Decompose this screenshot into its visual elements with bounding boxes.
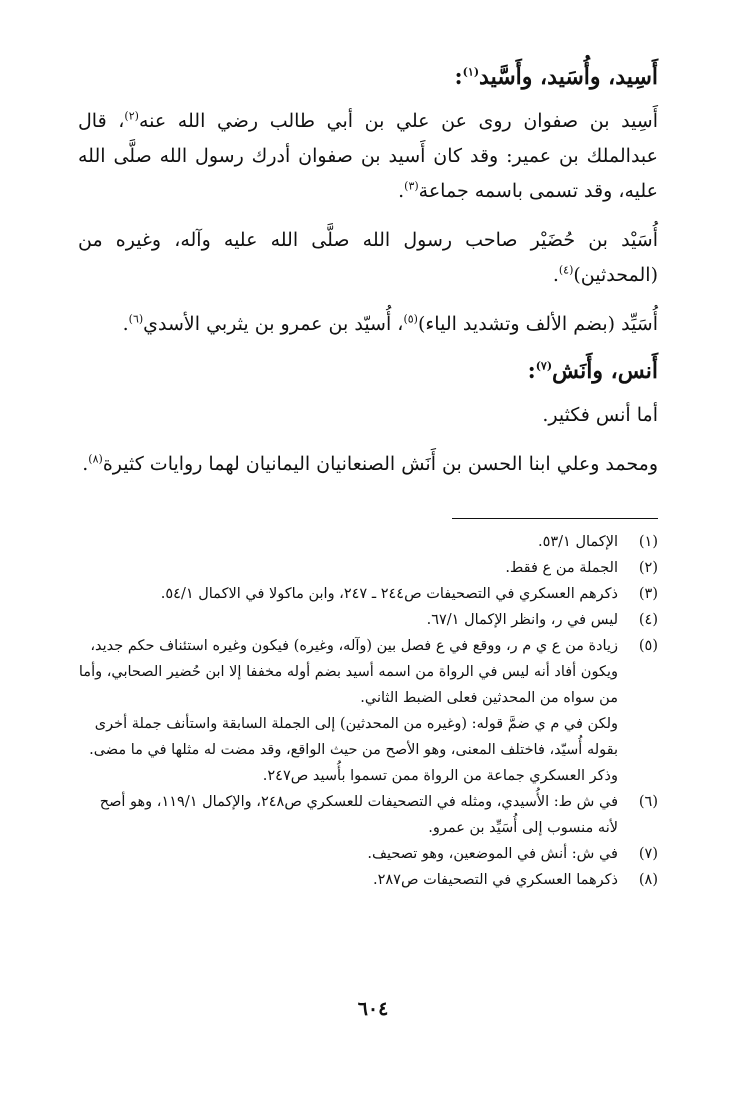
- footnote-ref: (٥): [403, 312, 418, 326]
- footnote-number: (١): [638, 534, 658, 550]
- footnote-text: الجملة من ع فقط.: [505, 560, 618, 576]
- paragraph-text: ، قال عبدالملك بن عمير: وقد كان أَسيد بن صفوان أدرك رسول الله صلَّى الله عليه، وقد تسمى باسمه جماعة: [78, 110, 658, 202]
- heading-text: أَنس، وأَنَش: [552, 358, 658, 384]
- heading-colon: :: [454, 64, 463, 90]
- entry-paragraph: [78, 447, 658, 482]
- heading-text: أَسِيد، وأُسَيد، وأَسَّيد: [479, 64, 658, 90]
- section-anas: [78, 356, 658, 482]
- footnote-ref: (١): [462, 65, 480, 79]
- footnote: [78, 555, 658, 581]
- paragraph-text: أَسِيد بن صفوان روى عن علي بن أبي طالب رضي الله عنه: [138, 110, 658, 132]
- footnote-number: (٨): [638, 872, 658, 888]
- section-usayd: [78, 62, 658, 342]
- footnote-ref: (٨): [88, 452, 103, 466]
- footnote-text: في ش: أنش في الموضعين، وهو تصحيف.: [367, 846, 618, 862]
- entry-paragraph: [78, 307, 658, 342]
- entry-paragraph: [78, 104, 658, 209]
- footnote-text: زيادة من ع ي م ر، ووقع في ع فصل بين (وآله، وغيره) فيكون وغيره استئناف حكم جديد، ويكون أفاد أنه ليس في الرواة من اسمه أسيد بضم أوله مخففا إلا ابن حُضير الصحابي، وأما من سواه من المحدثين فعلى الضبط الثاني.: [78, 638, 618, 706]
- paragraph-text: أُسَيْد بن حُضَيْر صاحب رسول الله صلَّى الله عليه وآله، وغيره من (المحدثين): [78, 229, 658, 286]
- footnote-number: (٧): [638, 846, 658, 862]
- footnote: [78, 529, 658, 555]
- footnote-number: (٥): [638, 638, 658, 654]
- footnote-ref: (٢): [124, 109, 139, 123]
- footnote: [78, 789, 658, 841]
- page-number: ٦٠٤: [357, 998, 389, 1020]
- footnote-text: ذكرهما العسكري في التصحيفات ص٢٨٧.: [372, 872, 618, 888]
- paragraph-text: ومحمد وعلي ابنا الحسن بن أَنَش الصنعانيان اليمانيان لهما روايات كثيرة: [102, 453, 658, 475]
- footnote-number: (٢): [638, 560, 658, 576]
- footnote-ref: (٧): [535, 359, 553, 373]
- paragraph-text: .: [82, 453, 89, 475]
- footnote-text: في ش ط: الأُسيدي، ومثله في التصحيفات للعسكري ص٢٤٨، والإكمال ١١٩/١، وهو أصح لأنه منسوب إلى أُسَيِّد بن عمرو.: [99, 794, 618, 836]
- footnote-ref: (٦): [128, 312, 144, 326]
- footnotes: [78, 529, 658, 893]
- footnote-divider: [452, 518, 658, 519]
- footnote-text: ليس في ر، وانظر الإكمال ٦٧/١.: [426, 612, 618, 628]
- footnote-text: ولكن في م ي ضمَّ قوله: (وغيره من المحدثين) إلى الجملة السابقة واستأنف جملة أخرى بقوله أُسيّد، فاختلف المعنى، وهو الأصح من حيث الواقع، وقد مضت له مثلها في ما مضى.: [89, 716, 618, 758]
- footnote-text: الإكمال ٥٣/١.: [537, 534, 618, 550]
- footnote-number: (٦): [638, 794, 658, 810]
- footnote-rule-wrap: [78, 496, 658, 529]
- entry-paragraph: [78, 398, 658, 433]
- entry-heading: [78, 356, 658, 386]
- heading-colon: :: [527, 358, 536, 384]
- footnote: [78, 867, 658, 893]
- entry-heading: [78, 62, 658, 92]
- footnote-ref: (٤): [558, 263, 574, 277]
- entry-paragraph: [78, 223, 658, 293]
- paragraph-text: .: [552, 264, 559, 286]
- footnote-number: (٣): [638, 586, 658, 602]
- footnote-number: (٤): [638, 612, 658, 628]
- paragraph-text: .: [398, 180, 405, 202]
- paragraph-text: أُسَيِّد (بضم الألف وتشديد الياء): [417, 313, 658, 335]
- footnote: [78, 607, 658, 633]
- footnote: [78, 633, 658, 789]
- footnote: [78, 841, 658, 867]
- footnote: [78, 581, 658, 607]
- paragraph-text: أما أنس فكثير.: [542, 404, 658, 426]
- footnote-text: وذكر العسكري جماعة من الرواة ممن تسموا بأُسيد ص٢٤٧.: [262, 768, 618, 784]
- footnote-text: ذكرهم العسكري في التصحيفات ص٢٤٤ ـ ٢٤٧، وابن ماكولا في الاكمال ٥٤/١.: [160, 586, 618, 602]
- footnote-ref: (٣): [404, 179, 419, 193]
- paragraph-text: .: [122, 313, 129, 335]
- paragraph-text: ، أُسيّد بن عمرو بن يثربي الأسدي: [143, 313, 404, 335]
